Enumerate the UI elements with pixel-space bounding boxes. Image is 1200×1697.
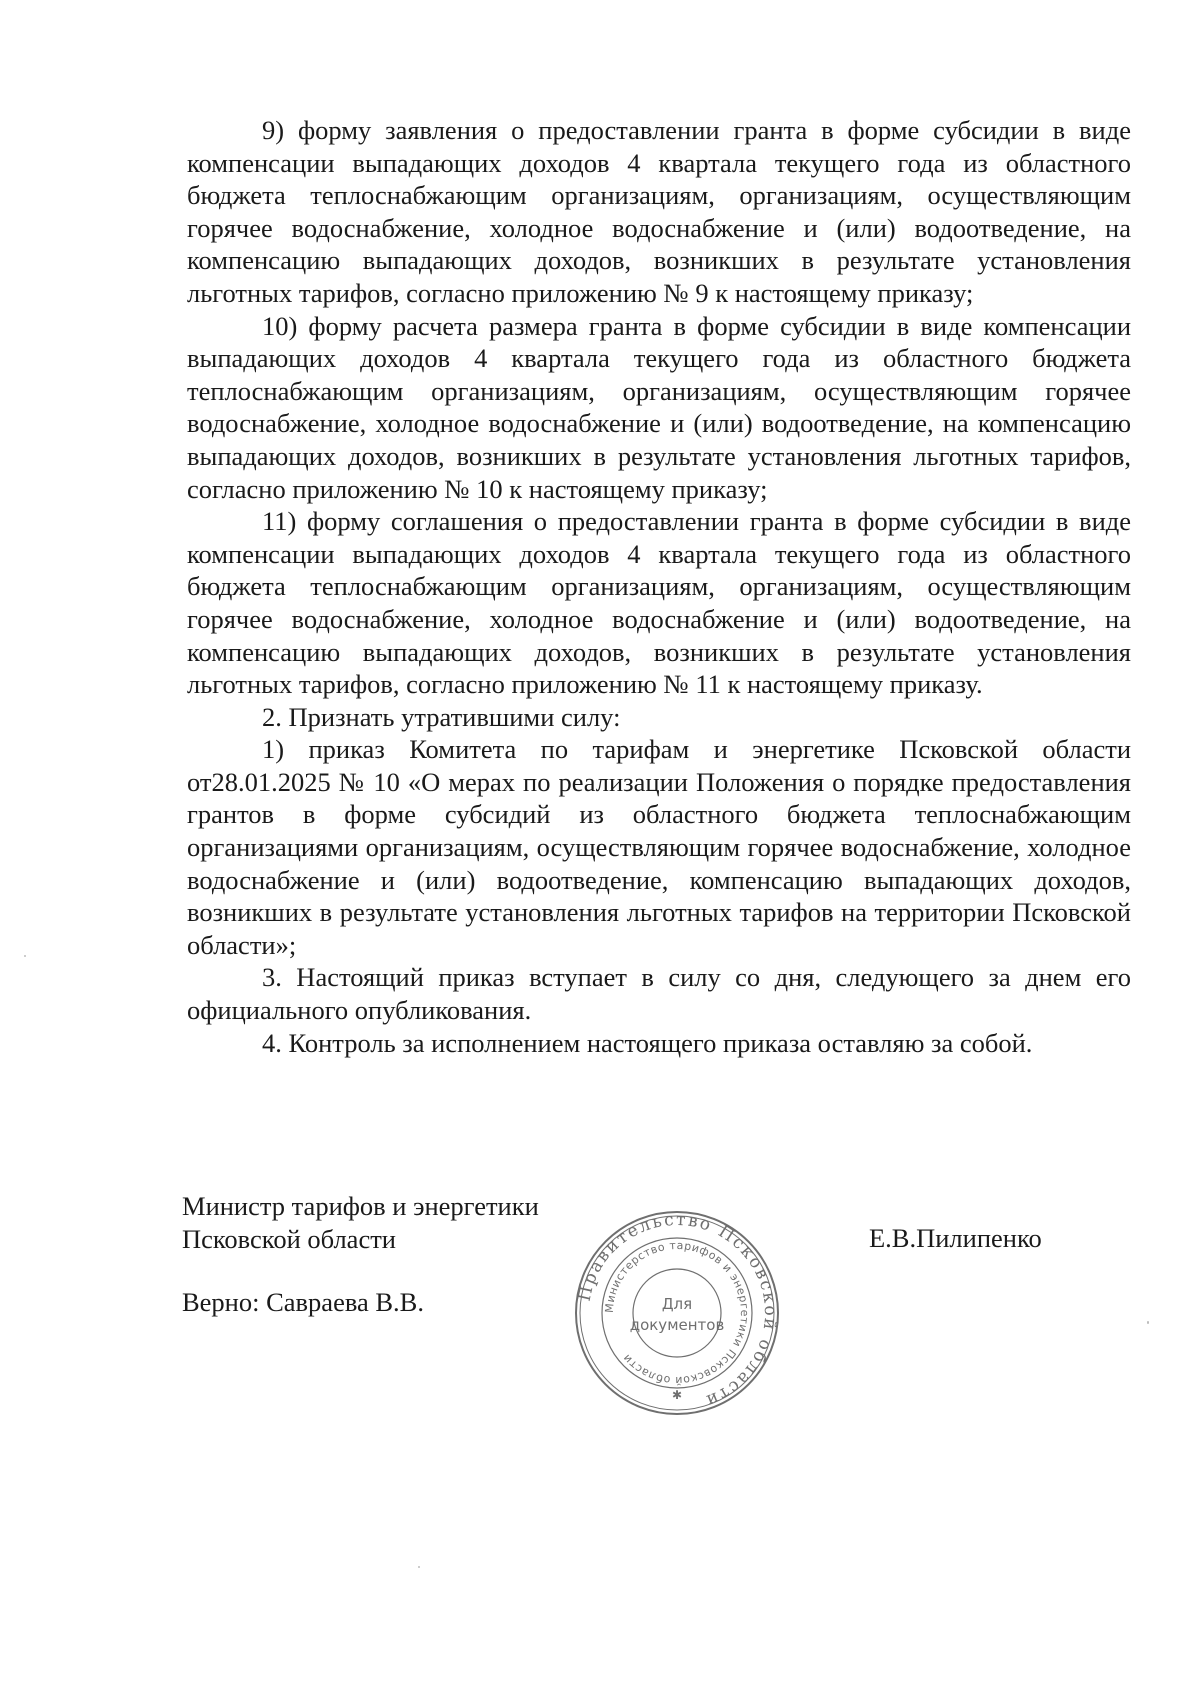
verified-note: Верно: Савраева В.В.: [182, 1287, 424, 1317]
document-body: [187, 114, 1131, 1059]
stamp-center-line-1: Для: [661, 1295, 693, 1313]
scan-speck: [418, 1566, 420, 1568]
scan-speck: [1147, 1321, 1149, 1324]
official-stamp: [572, 1208, 782, 1418]
paragraph-clause-2-item-1: 1) приказ Комитета по тарифам и энергетике Псковской области от28.01.2025 № 10 «О мерах по реализации Положения о порядке предоставления грантов в форме субсидий из областного бюджета теплоснабжающим организациями организациям, осуществляющим горячее водоснабжение, холодное водоснабжение и (или) водоотведение, компенсацию выпадающих доходов, возникших в результате установления льготных тарифов на территории Псковской области»;: [187, 734, 1131, 960]
paragraph-clause-3: 3. Настоящий приказ вступает в силу со дня, следующего за днем его официального опубликования.: [187, 962, 1131, 1026]
stamp-inner-text: Министерство тарифов и энергетики Псковской области: [602, 1238, 752, 1388]
paragraph-item-10: 10) форму расчета размера гранта в форме субсидии в виде компенсации выпадающих доходов 4 квартала текущего года из областного бюджета теплоснабжающим организациям, организациям, осуществляющим горячее водоснабжение, холодное водоснабжение и (или) водоотведение, на компенсацию выпадающих доходов, возникших в результате установления льготных тарифов, согласно приложению № 10 к настоящему приказу;: [187, 310, 1131, 504]
paragraph-clause-2: 2. Признать утратившими силу:: [262, 701, 621, 732]
stamp-middle-ring: [602, 1238, 752, 1388]
signatory-name: Е.В.Пилипенко: [869, 1223, 1042, 1253]
paragraph-clause-4: 4. Контроль за исполнением настоящего приказа оставляю за собой.: [262, 1027, 1033, 1058]
stamp-star-icon: ✱: [671, 1388, 683, 1402]
stamp-seal: [572, 1208, 782, 1418]
stamp-center-line-2: документов: [629, 1316, 725, 1334]
scan-speck: [24, 955, 26, 957]
signatory-role-line-2: Псковской области: [182, 1223, 396, 1254]
paragraph-item-9: 9) форму заявления о предоставлении гранта в форме субсидии в виде компенсации выпадающих доходов 4 квартала текущего года из областного бюджета теплоснабжающим организациям, организациям, осуществляющим горячее водоснабжение, холодное водоснабжение и (или) водоотведение, на компенсацию выпадающих доходов, возникших в результате установления льготных тарифов, согласно приложению № 9 к настоящему приказу;: [187, 115, 1131, 308]
signatory-role: [182, 1190, 539, 1255]
paragraph-item-11: 11) форму соглашения о предоставлении гранта в форме субсидии в виде компенсации выпадающих доходов 4 квартала текущего года из областного бюджета теплоснабжающим организациям, организациям, осуществляющим горячее водоснабжение, холодное водоснабжение и (или) водоотведение, на компенсацию выпадающих доходов, возникших в результате установления льготных тарифов, согласно приложению № 11 к настоящему приказу.: [187, 506, 1131, 700]
signatory-role-line-1: Министр тарифов и энергетики: [182, 1191, 539, 1221]
stamp-inner-ring: [633, 1269, 721, 1357]
stamp-outer-text: Правительство Псковской области: [574, 1209, 781, 1412]
